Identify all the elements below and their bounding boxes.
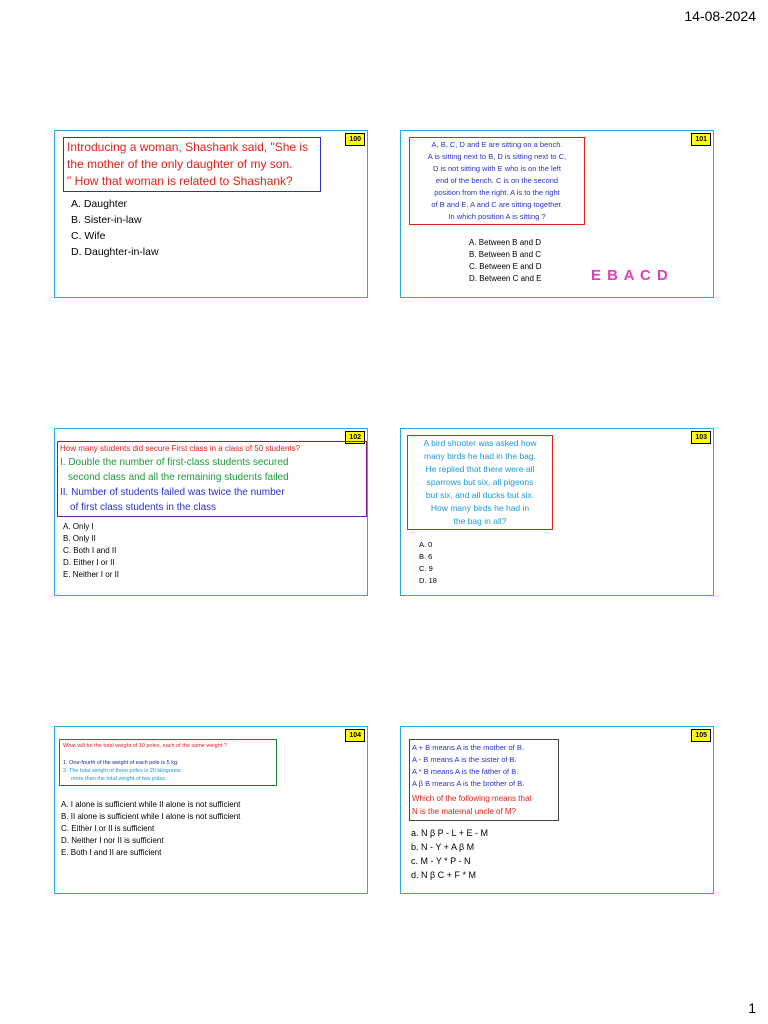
option: b. N - Y + A β M	[411, 842, 475, 852]
question-line: D is not sitting with E who is on the left	[433, 164, 561, 173]
statement-line: I. Double the number of first-class students secured	[60, 457, 289, 468]
option: E. Both I and II are sufficient	[61, 848, 162, 857]
question-line: In which position A is sitting ?	[448, 212, 546, 221]
slide-101	[400, 130, 714, 298]
option: C. Both I and II	[63, 546, 117, 555]
options-list	[419, 541, 437, 589]
question-line: sparrows but six, all pigeons	[426, 477, 534, 487]
option: D. Either I or II	[63, 558, 115, 567]
answer-note: E B A C D	[591, 267, 669, 284]
question-line: position from the right. A is to the right	[434, 188, 560, 197]
statement-1: 1. One-fourth of the weight of each pole is 5 kg.	[63, 760, 179, 766]
question-line: the mother of the only daughter of my son.	[67, 157, 293, 171]
options-list	[411, 829, 488, 885]
question-line: but six, and all ducks but six.	[425, 490, 535, 500]
question-line: Which of the following means that	[412, 794, 532, 803]
question-line: end of the bench. C is on the second	[435, 176, 559, 185]
definition: A β B means A is the brother of B.	[412, 779, 525, 788]
question-box	[407, 435, 553, 530]
option: E. Neither I or II	[63, 570, 120, 579]
print-date: 14-08-2024	[684, 8, 756, 24]
slide-number: 100	[345, 133, 365, 146]
definition: A + B means A is the mother of B.	[412, 743, 524, 752]
question-line: He replied that there were all	[425, 464, 535, 474]
slide-103	[400, 428, 714, 596]
option: A. I alone is sufficient while II alone is not sufficient	[61, 800, 241, 809]
question-text: What will be the total weight of 10 poles, each of the same weight ?	[63, 743, 227, 749]
slide-number: 104	[345, 729, 365, 742]
option: B. Only II	[63, 534, 96, 543]
option: c. M - Y * P - N	[411, 856, 471, 866]
option: B. Sister-in-law	[71, 214, 142, 226]
option: D. Neither I nor II is sufficient	[61, 836, 164, 845]
option: C. Wife	[71, 230, 106, 242]
options-list	[469, 239, 541, 287]
slide-number: 102	[345, 431, 365, 444]
option: B. II alone is sufficient while I alone is not sufficient	[61, 812, 241, 821]
option: A. Only I	[63, 522, 94, 531]
question-box	[409, 739, 559, 821]
option: A. 0	[419, 540, 433, 549]
statement-line: of first class students in the class	[70, 502, 217, 513]
definition: A * B means A is the father of B.	[412, 767, 519, 776]
definition: A - B means A is the sister of B.	[412, 755, 517, 764]
question-line: Introducing a woman, Shashank said, "She is	[67, 140, 309, 154]
slide-100	[54, 130, 368, 298]
statement-2	[60, 485, 364, 515]
statement-line: second class and all the remaining students failed	[68, 472, 289, 483]
statement-2	[63, 767, 273, 783]
option: D. Daughter-in-law	[71, 246, 159, 258]
statement-line: 2. The total weight of three poles is 20 kilograms	[63, 768, 181, 774]
question-line: the bag in all?	[453, 516, 507, 526]
option: a. N β P - L + E - M	[411, 828, 488, 838]
slide-number: 101	[691, 133, 711, 146]
slide-number: 105	[691, 729, 711, 742]
slide-102	[54, 428, 368, 596]
question-text: How many students did secure First class in a class of 50 students?	[60, 444, 301, 453]
statement-line: II. Number of students failed was twice the number	[60, 487, 285, 498]
question-line: A is sitting next to B, D is sitting next to C,	[427, 152, 567, 161]
question-box	[63, 137, 321, 192]
options-list	[63, 523, 119, 583]
slide-105	[400, 726, 714, 894]
option: D. Between C and E	[469, 274, 542, 283]
question-box	[59, 739, 277, 786]
option: d. N β C + F * M	[411, 870, 476, 880]
statement-line: more than the total weight of two poles.	[71, 776, 167, 782]
option: D. 18	[419, 576, 437, 585]
option: C. Between E and D	[469, 262, 542, 271]
option: B. 6	[419, 552, 433, 561]
slide-104	[54, 726, 368, 894]
question-line: of B and E. A and C are sitting together.	[431, 200, 563, 209]
option: A. Daughter	[71, 198, 128, 210]
question-box	[57, 441, 367, 517]
option: B. Between B and C	[469, 250, 542, 259]
question-box	[409, 137, 585, 225]
question-line: A, B, C, D and E are sitting on a bench.	[431, 140, 563, 149]
question-line: " How that woman is related to Shashank?	[67, 174, 293, 188]
question-line: How many birds he had in	[430, 503, 530, 513]
options-list	[61, 801, 240, 861]
question-line: many birds he had in the bag.	[424, 451, 536, 461]
option: C. 9	[419, 564, 433, 573]
question-line: N is the maternal uncle of M?	[412, 807, 517, 816]
option: C. Either I or II is sufficient	[61, 824, 155, 833]
options-list	[71, 199, 159, 263]
page-number: 1	[748, 1000, 756, 1016]
option: A. Between B and D	[469, 238, 542, 247]
question-line: A bird shooter was asked how	[423, 438, 537, 448]
statement-1	[60, 455, 364, 485]
slide-number: 103	[691, 431, 711, 444]
